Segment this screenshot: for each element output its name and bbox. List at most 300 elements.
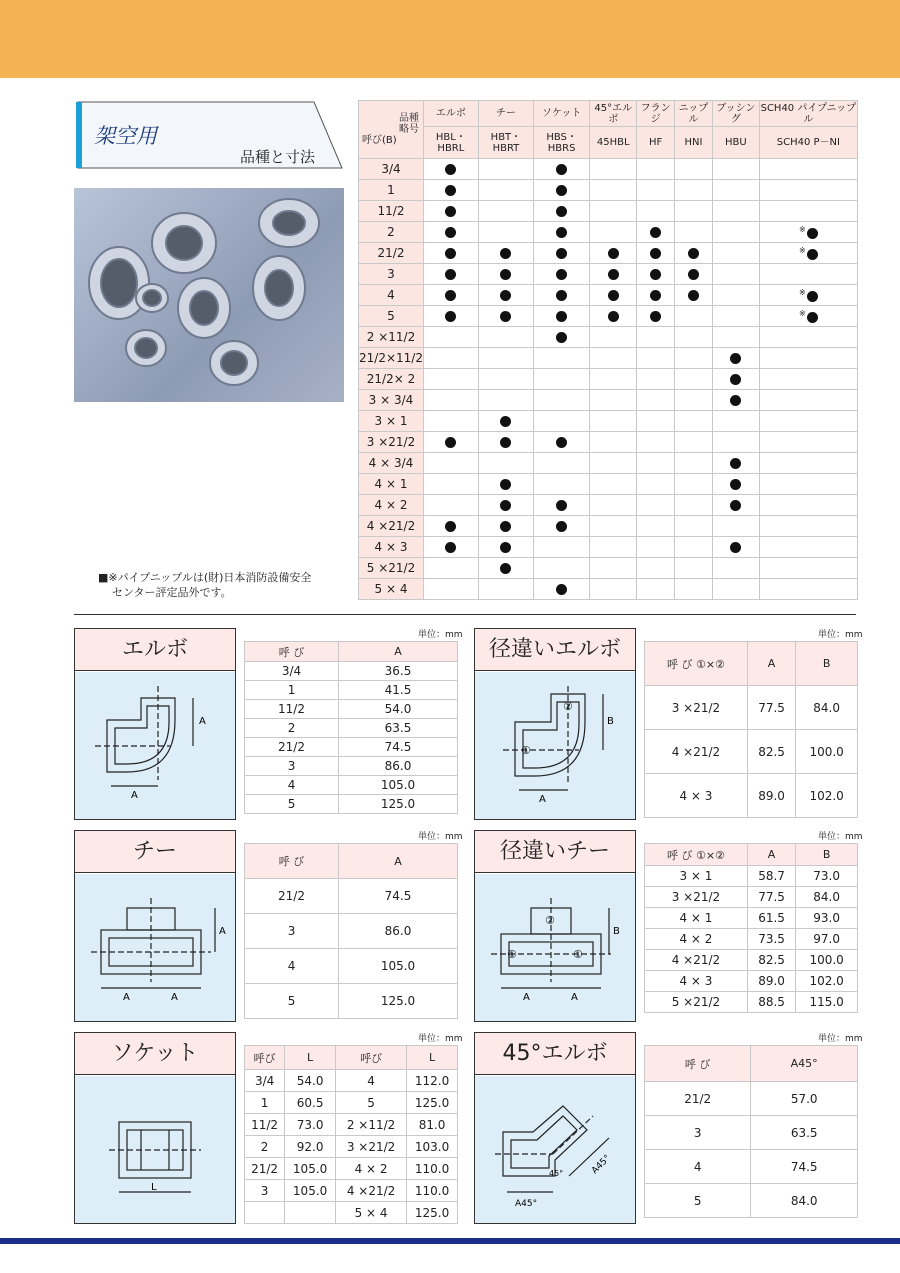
header-cell: 呼 び (245, 844, 339, 879)
table-row (645, 730, 858, 774)
available-dot (650, 227, 661, 238)
value-cell: 92.0 (285, 1136, 336, 1158)
availability-cell (759, 306, 857, 327)
table-row (245, 984, 458, 1019)
fittings-illustration (74, 188, 344, 402)
available-dot (445, 164, 456, 175)
table-row (359, 327, 858, 348)
availability-cell (478, 411, 533, 432)
availability-cell (637, 369, 675, 390)
kind-header: ニップル (675, 101, 713, 127)
socket-drawing (75, 1076, 235, 1223)
value-cell: 4 (245, 776, 339, 795)
availability-cell (534, 285, 590, 306)
availability-cell (423, 264, 478, 285)
availability-cell (675, 264, 713, 285)
reducing-elbow-mark-1: ① (521, 744, 531, 757)
size-cell: 21/2×11/2 (359, 348, 424, 369)
size-cell: 2 (359, 222, 424, 243)
availability-cell (759, 453, 857, 474)
available-dot (608, 311, 619, 322)
value-cell: 84.0 (796, 887, 858, 908)
header-cell: L (285, 1046, 336, 1070)
asterisk-mark: ※ (799, 224, 806, 234)
availability-cell (712, 201, 759, 222)
elbow45-angle: 45° (549, 1169, 564, 1178)
availability-cell (423, 558, 478, 579)
elbow-drawing (75, 672, 235, 819)
availability-cell (637, 558, 675, 579)
availability-cell (712, 285, 759, 306)
available-dot (730, 458, 741, 469)
availability-cell (590, 558, 637, 579)
availability-cell (759, 537, 857, 558)
available-dot (556, 584, 567, 595)
availability-cell (478, 348, 533, 369)
availability-cell (534, 159, 590, 180)
table-row (245, 738, 458, 757)
kind-header: フランジ (637, 101, 675, 127)
section-divider (74, 614, 856, 615)
size-cell: 21/2 (359, 243, 424, 264)
elbow-dim-a: A (131, 790, 138, 801)
elbow45-drawing (475, 1076, 635, 1223)
availability-cell (712, 327, 759, 348)
available-dot (445, 311, 456, 322)
value-cell: 3 ×21/2 (645, 887, 748, 908)
available-dot (807, 249, 818, 260)
availability-cell (759, 579, 857, 600)
availability-cell (637, 243, 675, 264)
available-dot (500, 563, 511, 574)
available-dot (556, 332, 567, 343)
availability-cell (478, 579, 533, 600)
table-row (359, 201, 858, 222)
available-dot (556, 521, 567, 532)
availability-cell (759, 558, 857, 579)
size-cell: 11/2 (359, 201, 424, 222)
value-cell: 105.0 (339, 776, 458, 795)
availability-cell (712, 411, 759, 432)
available-dot (445, 521, 456, 532)
availability-cell (478, 432, 533, 453)
value-cell: 3 ×21/2 (336, 1136, 407, 1158)
availability-cell (534, 180, 590, 201)
table-row (245, 681, 458, 700)
table-row (245, 757, 458, 776)
table-row (645, 992, 858, 1013)
availability-cell (590, 306, 637, 327)
table-row (245, 1136, 458, 1158)
availability-cell (675, 159, 713, 180)
code-header: SCH40 P－NI (759, 127, 857, 159)
elbow45-title: 45°エルボ (475, 1033, 635, 1075)
available-dot (688, 269, 699, 280)
elbow-panel (74, 628, 236, 820)
available-dot (500, 542, 511, 553)
availability-cell (712, 264, 759, 285)
availability-cell (478, 453, 533, 474)
value-cell: 5 (336, 1092, 407, 1114)
availability-cell (534, 432, 590, 453)
matrix-corner (359, 101, 424, 159)
note (98, 570, 348, 600)
corner-code: 略号 (398, 124, 419, 135)
elbow45-dim-left: A45° (515, 1199, 538, 1209)
value-cell: 21/2 (245, 879, 339, 914)
value-cell: 3 × 1 (645, 866, 748, 887)
availability-cell (590, 432, 637, 453)
table-row (645, 1116, 858, 1150)
size-cell: 4 × 1 (359, 474, 424, 495)
tee-dim-a-side: A (219, 926, 226, 937)
availability-cell (759, 180, 857, 201)
availability-cell (590, 453, 637, 474)
availability-cell (675, 516, 713, 537)
availability-cell (423, 579, 478, 600)
value-cell: 102.0 (796, 774, 858, 818)
available-dot (650, 269, 661, 280)
availability-cell (478, 516, 533, 537)
table-row (359, 516, 858, 537)
table-row (245, 776, 458, 795)
availability-cell (637, 264, 675, 285)
available-dot (730, 542, 741, 553)
availability-cell (590, 348, 637, 369)
code-header: HBL・HBRL (423, 127, 478, 159)
kind-header: エルボ (423, 101, 478, 127)
value-cell: 125.0 (407, 1202, 458, 1224)
value-cell: 3 (245, 914, 339, 949)
value-cell: 41.5 (339, 681, 458, 700)
socket-title: ソケット (75, 1033, 235, 1075)
availability-cell (423, 411, 478, 432)
availability-cell (590, 243, 637, 264)
value-cell: 100.0 (796, 950, 858, 971)
value-cell: 105.0 (339, 949, 458, 984)
availability-cell (675, 201, 713, 222)
availability-cell (712, 348, 759, 369)
availability-cell (637, 348, 675, 369)
kind-header: チー (478, 101, 533, 127)
availability-cell (712, 516, 759, 537)
section-subtitle: 品種と寸法 (240, 148, 316, 166)
availability-cell (675, 180, 713, 201)
value-cell: 2 (245, 1136, 285, 1158)
table-row (245, 914, 458, 949)
value-cell: 84.0 (751, 1184, 858, 1218)
table-row (245, 795, 458, 814)
available-dot (556, 227, 567, 238)
value-cell: 74.5 (339, 738, 458, 757)
availability-cell (675, 327, 713, 348)
availability-cell (590, 537, 637, 558)
available-dot (500, 269, 511, 280)
availability-cell (675, 306, 713, 327)
value-cell: 81.0 (407, 1114, 458, 1136)
available-dot (556, 185, 567, 196)
size-cell: 1 (359, 180, 424, 201)
availability-cell (637, 495, 675, 516)
availability-cell (478, 243, 533, 264)
size-cell: 3 × 1 (359, 411, 424, 432)
availability-cell (675, 537, 713, 558)
availability-cell (534, 201, 590, 222)
size-cell: 5 × 4 (359, 579, 424, 600)
table-row (645, 866, 858, 887)
availability-cell (637, 579, 675, 600)
value-cell: 125.0 (339, 984, 458, 1019)
availability-cell (712, 537, 759, 558)
socket-dim-l: L (151, 1182, 157, 1193)
availability-cell (759, 411, 857, 432)
availability-cell (423, 537, 478, 558)
value-cell: 54.0 (339, 700, 458, 719)
availability-cell (637, 327, 675, 348)
available-dot (556, 164, 567, 175)
size-cell: 3 ×21/2 (359, 432, 424, 453)
availability-cell (534, 579, 590, 600)
availability-cell (590, 180, 637, 201)
availability-cell (590, 579, 637, 600)
elbow-diagram (75, 672, 235, 819)
value-cell: 4 × 2 (336, 1158, 407, 1180)
value-cell: 77.5 (747, 686, 795, 730)
value-cell: 5 (245, 984, 339, 1019)
availability-cell (534, 306, 590, 327)
availability-cell (637, 222, 675, 243)
availability-cell (478, 201, 533, 222)
availability-cell (712, 579, 759, 600)
value-cell: 4 (245, 949, 339, 984)
socket-unit: 単位：mm (418, 1034, 463, 1044)
value-cell: 4 (645, 1150, 751, 1184)
code-header: HF (637, 127, 675, 159)
reducing-elbow-table (644, 641, 858, 818)
value-cell (285, 1202, 336, 1224)
available-dot (500, 437, 511, 448)
value-cell: 3 (245, 757, 339, 776)
value-cell: 1 (245, 1092, 285, 1114)
value-cell: 86.0 (339, 757, 458, 776)
availability-cell (423, 516, 478, 537)
asterisk-mark: ※ (799, 308, 806, 318)
availability-cell (712, 222, 759, 243)
size-cell: 3 (359, 264, 424, 285)
available-dot (445, 269, 456, 280)
availability-cell (478, 558, 533, 579)
value-cell: 11/2 (245, 1114, 285, 1136)
value-cell: 5 ×21/2 (645, 992, 748, 1013)
value-cell: 4 ×21/2 (336, 1180, 407, 1202)
table-row (645, 971, 858, 992)
value-cell: 5 (245, 795, 339, 814)
available-dot (650, 290, 661, 301)
code-header: HBU (712, 127, 759, 159)
availability-cell (534, 264, 590, 285)
header-cell: 呼び (245, 1046, 285, 1070)
header-cell: A45° (751, 1046, 858, 1082)
availability-cell (712, 180, 759, 201)
availability-cell (759, 222, 857, 243)
value-cell: 60.5 (285, 1092, 336, 1114)
value-cell: 102.0 (796, 971, 858, 992)
value-cell: 21/2 (245, 738, 339, 757)
availability-cell (759, 201, 857, 222)
table-row (645, 1184, 858, 1218)
available-dot (445, 290, 456, 301)
elbow-dim-a2: A (199, 716, 206, 727)
corner-size: 呼び(B) (362, 135, 397, 146)
availability-cell (478, 264, 533, 285)
header-cell: B (796, 642, 858, 686)
availability-cell (590, 411, 637, 432)
availability-cell (759, 474, 857, 495)
availability-cell (423, 390, 478, 411)
availability-cell (637, 474, 675, 495)
value-cell: 100.0 (796, 730, 858, 774)
size-cell: 5 (359, 306, 424, 327)
value-cell: 3/4 (245, 1070, 285, 1092)
available-dot (650, 311, 661, 322)
table-row (359, 453, 858, 474)
elbow45-dim-right: A45° (590, 1153, 613, 1177)
elbow45-table (644, 1045, 858, 1218)
table-row (359, 159, 858, 180)
available-dot (730, 374, 741, 385)
value-cell: 3 (645, 1116, 751, 1150)
note-line-2: センター評定品外です。 (112, 586, 232, 599)
reducing-elbow-unit: 単位：mm (818, 630, 863, 640)
availability-cell (478, 537, 533, 558)
available-dot (556, 500, 567, 511)
table-row (359, 495, 858, 516)
elbow45-panel (474, 1032, 636, 1224)
availability-cell (675, 222, 713, 243)
value-cell: 4 × 1 (645, 908, 748, 929)
available-dot (500, 479, 511, 490)
value-cell: 21/2 (645, 1082, 751, 1116)
availability-cell (637, 432, 675, 453)
availability-cell (637, 411, 675, 432)
value-cell: 3/4 (245, 662, 339, 681)
value-cell: 93.0 (796, 908, 858, 929)
table-row (245, 879, 458, 914)
availability-cell (759, 495, 857, 516)
reducing-tee-dim-a-right: A (571, 992, 578, 1003)
available-dot (608, 248, 619, 259)
table-row (359, 369, 858, 390)
availability-cell (590, 264, 637, 285)
availability-cell (637, 516, 675, 537)
tee-dim-a-left: A (123, 992, 130, 1003)
availability-cell (478, 222, 533, 243)
table-row (359, 390, 858, 411)
availability-cell (423, 222, 478, 243)
table-row (645, 908, 858, 929)
availability-cell (675, 390, 713, 411)
availability-cell (478, 390, 533, 411)
availability-cell (675, 495, 713, 516)
availability-cell (712, 243, 759, 264)
availability-cell (759, 327, 857, 348)
value-cell: 4 × 3 (645, 774, 748, 818)
value-cell: 73.0 (285, 1114, 336, 1136)
availability-cell (759, 159, 857, 180)
availability-cell (637, 285, 675, 306)
availability-cell (675, 369, 713, 390)
value-cell: 125.0 (407, 1092, 458, 1114)
table-row (359, 243, 858, 264)
available-dot (608, 290, 619, 301)
value-cell: 88.5 (747, 992, 795, 1013)
table-row (245, 662, 458, 681)
header-cell: A (747, 844, 795, 866)
availability-cell (759, 264, 857, 285)
availability-cell (590, 516, 637, 537)
table-row (645, 774, 858, 818)
availability-cell (534, 411, 590, 432)
value-cell: 86.0 (339, 914, 458, 949)
availability-cell (637, 201, 675, 222)
available-dot (650, 248, 661, 259)
value-cell (245, 1202, 285, 1224)
value-cell: 5 (645, 1184, 751, 1218)
reducing-tee-panel (474, 830, 636, 1022)
value-cell: 105.0 (285, 1180, 336, 1202)
availability-cell (423, 474, 478, 495)
availability-cell (712, 159, 759, 180)
reducing-elbow-dim-a: A (539, 794, 546, 805)
header-cell: B (796, 844, 858, 866)
note-line-1: ■※パイプニップルは(財)日本消防設備安全 (98, 571, 312, 584)
table-row (245, 1202, 458, 1224)
tee-dim-a-right: A (171, 992, 178, 1003)
availability-cell (637, 453, 675, 474)
header-cell: A (339, 844, 458, 879)
size-cell: 4 × 3/4 (359, 453, 424, 474)
availability-cell (534, 537, 590, 558)
table-row (359, 264, 858, 285)
reducing-elbow-panel (474, 628, 636, 820)
availability-cell (478, 327, 533, 348)
availability-cell (675, 579, 713, 600)
availability-cell (675, 558, 713, 579)
reducing-tee-dim-a-left: A (523, 992, 530, 1003)
value-cell: 57.0 (751, 1082, 858, 1116)
available-dot (556, 437, 567, 448)
value-cell: 82.5 (747, 950, 795, 971)
tee-drawing (75, 874, 235, 1021)
socket-diagram (75, 1076, 235, 1223)
header-cell: 呼 び (245, 642, 339, 662)
available-dot (556, 269, 567, 280)
table-row (245, 1114, 458, 1136)
code-header: HBT・HBRT (478, 127, 533, 159)
available-dot (807, 291, 818, 302)
availability-cell (423, 180, 478, 201)
reducing-elbow-mark-2: ② (563, 700, 573, 713)
table-row (359, 180, 858, 201)
value-cell: 4 × 2 (645, 929, 748, 950)
available-dot (807, 228, 818, 239)
size-cell: 4 × 3 (359, 537, 424, 558)
kind-header: ソケット (534, 101, 590, 127)
available-dot (445, 227, 456, 238)
availability-cell (478, 159, 533, 180)
reducing-tee-table (644, 843, 858, 1013)
header-cell: 呼び (336, 1046, 407, 1070)
